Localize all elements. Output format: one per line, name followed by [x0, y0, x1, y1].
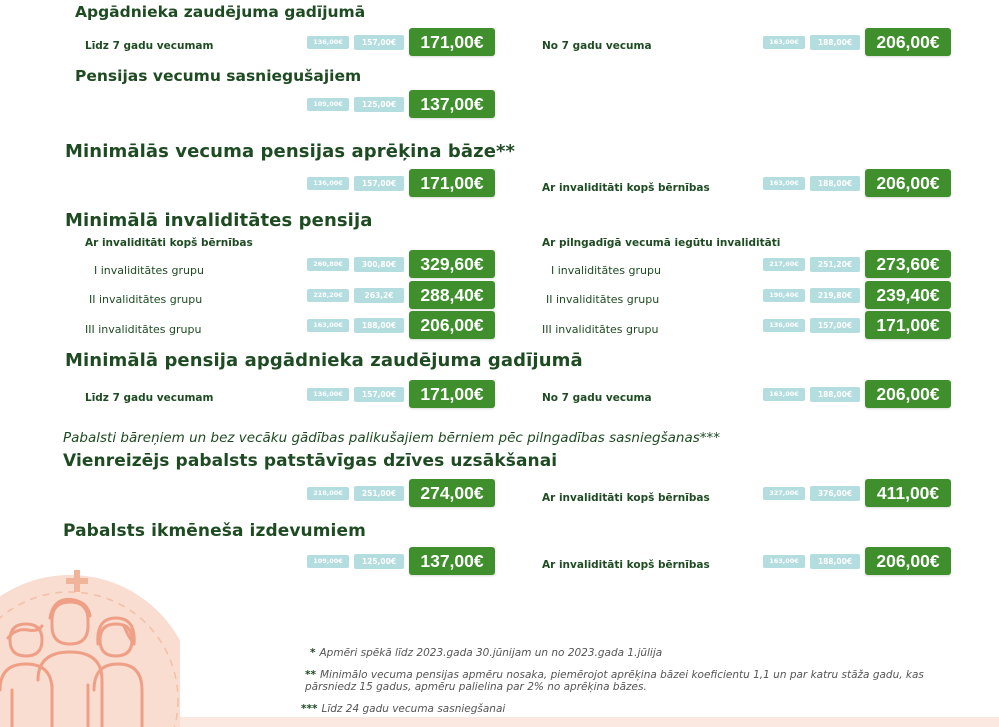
amount-group	[751, 547, 951, 575]
row-label: Ar invaliditāti kopš bērnības	[542, 182, 710, 194]
old-amount-badge: 217,60€	[763, 258, 805, 271]
amount-group	[295, 250, 495, 278]
price-tag: 171,00€	[409, 28, 495, 56]
old-amount-badge: 136,00€	[763, 319, 805, 332]
mid-amount-badge: 125,00€	[354, 97, 404, 112]
row-label: Līdz 7 gadu vecumam	[85, 392, 214, 404]
amount-group	[751, 281, 951, 309]
row-label: Ar invaliditāti kopš bērnības	[542, 559, 710, 571]
amount-group	[751, 311, 951, 339]
amount-group	[295, 380, 495, 408]
price-tag: 206,00€	[865, 169, 951, 197]
group-label: I invaliditātes grupu	[551, 264, 661, 277]
old-amount-badge: 163,00€	[763, 36, 805, 49]
section-heading-disability: Minimālā invaliditātes pensija	[65, 210, 373, 231]
mid-amount-badge: 251,20€	[810, 257, 860, 272]
price-tag: 411,00€	[865, 479, 951, 507]
old-amount-badge: 228,20€	[307, 289, 349, 302]
old-amount-badge: 136,00€	[307, 388, 349, 401]
orphans-benefits-heading: Pabalsti bāreņiem un bez vecāku gādības palikušajiem bērniem pēc pilngadības sasniegšanas***	[63, 430, 721, 446]
mid-amount-badge: 188,00€	[810, 387, 860, 402]
mid-amount-badge: 157,00€	[354, 35, 404, 50]
old-amount-badge: 136,00€	[307, 36, 349, 49]
price-tag: 274,00€	[409, 479, 495, 507]
price-tag: 288,40€	[409, 281, 495, 309]
mid-amount-badge: 125,00€	[354, 554, 404, 569]
column-title: Ar invaliditāti kopš bērnības	[85, 237, 253, 249]
footnote: *** Līdz 24 gadu vecuma sasniegšanai	[301, 703, 506, 715]
old-amount-badge: 327,00€	[763, 487, 805, 500]
amount-group	[295, 547, 495, 575]
mid-amount-badge: 157,00€	[810, 318, 860, 333]
price-tag: 137,00€	[409, 547, 495, 575]
old-amount-badge: 163,00€	[763, 177, 805, 190]
mid-amount-badge: 219,80€	[810, 288, 860, 303]
price-tag: 171,00€	[409, 169, 495, 197]
mid-amount-badge: 251,00€	[354, 486, 404, 501]
section-heading-survivor: Apgādnieka zaudējuma gadījumā	[75, 3, 366, 21]
mid-amount-badge: 300,80€	[354, 257, 404, 272]
section-heading-monthly: Pabalsts ikmēneša izdevumiem	[63, 521, 366, 541]
old-amount-badge: 190,40€	[763, 289, 805, 302]
amount-group	[751, 169, 951, 197]
mid-amount-badge: 157,00€	[354, 387, 404, 402]
sub-heading-retirement: Pensijas vecumu sasniegušajiem	[75, 67, 362, 85]
amount-group	[295, 169, 495, 197]
price-tag: 206,00€	[865, 380, 951, 408]
price-tag: 206,00€	[865, 547, 951, 575]
section-heading-base: Minimālās vecuma pensijas aprēķina bāze**	[65, 141, 516, 162]
price-tag: 171,00€	[409, 380, 495, 408]
amount-group	[751, 479, 951, 507]
amount-group	[751, 28, 951, 56]
price-tag: 239,40€	[865, 281, 951, 309]
footnote: ** Minimālo vecuma pensijas apmēru nosaka, piemērojot aprēķina bāzei koeficientu 1,1 un par katru stāža gadu, kas pārsniedz 15 gadus, apmēru palielina par 2% no aprēķina bāzes.	[305, 669, 924, 693]
mid-amount-badge: 188,00€	[810, 35, 860, 50]
row-label: No 7 gadu vecuma	[542, 392, 652, 404]
amount-group	[751, 380, 951, 408]
section-heading-survivor-min: Minimālā pensija apgādnieka zaudējuma gadījumā	[65, 350, 583, 371]
price-tag: 171,00€	[865, 311, 951, 339]
price-tag: 329,60€	[409, 250, 495, 278]
row-label: Ar invaliditāti kopš bērnības	[542, 492, 710, 504]
row-label: Līdz 7 gadu vecumam	[85, 40, 214, 52]
group-label: II invaliditātes grupu	[546, 293, 660, 306]
price-tag: 206,00€	[865, 28, 951, 56]
row-label: No 7 gadu vecuma	[542, 40, 652, 52]
price-tag: 273,60€	[865, 250, 951, 278]
mid-amount-badge: 376,00€	[810, 486, 860, 501]
amount-group	[295, 311, 495, 339]
bottom-strip	[180, 717, 999, 727]
family-people-icon	[0, 560, 180, 727]
column-title: Ar pilngadīgā vecumā iegūtu invaliditāti	[542, 237, 781, 249]
group-label: III invaliditātes grupu	[542, 323, 659, 336]
price-tag: 206,00€	[409, 311, 495, 339]
group-label: II invaliditātes grupu	[89, 293, 203, 306]
amount-group	[751, 250, 951, 278]
mid-amount-badge: 188,00€	[354, 318, 404, 333]
old-amount-badge: 163,00€	[307, 319, 349, 332]
mid-amount-badge: 188,00€	[810, 176, 860, 191]
amount-group	[295, 281, 495, 309]
old-amount-badge: 260,80€	[307, 258, 349, 271]
old-amount-badge: 218,00€	[307, 487, 349, 500]
old-amount-badge: 163,00€	[763, 555, 805, 568]
footnote: * Apmēri spēkā līdz 2023.gada 30.jūnijam un no 2023.gada 1.jūlija	[310, 647, 663, 659]
group-label: III invaliditātes grupu	[85, 323, 202, 336]
old-amount-badge: 109,00€	[307, 555, 349, 568]
old-amount-badge: 136,00€	[307, 177, 349, 190]
price-tag: 137,00€	[409, 90, 495, 118]
mid-amount-badge: 157,00€	[354, 176, 404, 191]
mid-amount-badge: 263,2€	[354, 288, 404, 303]
old-amount-badge: 163,00€	[763, 388, 805, 401]
amount-group	[295, 28, 495, 56]
amount-group	[295, 90, 495, 118]
group-label: I invaliditātes grupu	[94, 264, 204, 277]
section-heading-independent-life: Vienreizējs pabalsts patstāvīgas dzīves uzsākšanai	[63, 451, 558, 471]
old-amount-badge: 109,00€	[307, 98, 349, 111]
amount-group	[295, 479, 495, 507]
mid-amount-badge: 188,00€	[810, 554, 860, 569]
